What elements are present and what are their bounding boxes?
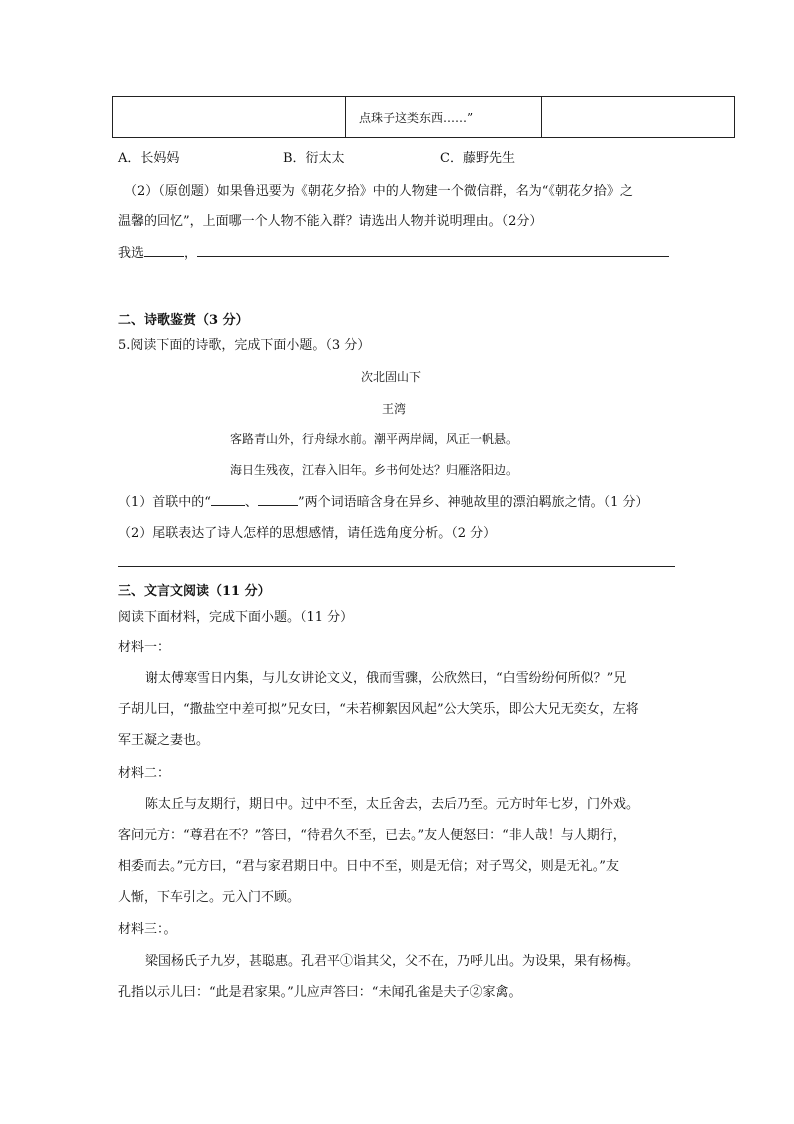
section2-heading: 二、诗歌鉴赏（3 分） <box>118 313 249 328</box>
answer-prefix: 我选 <box>118 246 145 261</box>
poem-title: 次北固山下 <box>361 370 422 384</box>
q5-sub2: （2）尾联表达了诗人怎样的思想感情，请任选角度分析。（2 分） <box>118 526 497 541</box>
q5-sub1-prefix: （1）首联中的“ <box>118 495 211 510</box>
material-2-line-4: 人惭，下车引之。元入门不顾。 <box>118 890 301 905</box>
poem-author: 王湾 <box>382 402 407 416</box>
q4-sub2-line1: （2）（原创题）如果鲁迅要为《朝花夕拾》中的人物建一个微信群，名为“《朝花夕拾》之 <box>124 184 633 199</box>
q5-sub1 <box>118 491 649 510</box>
poem-line-2: 海日生残夜，江春入旧年。乡书何处达？归雁洛阳边。 <box>230 463 519 477</box>
table-divider <box>345 97 346 137</box>
q4-sub2-line2: 温馨的回忆”，上面哪一个人物不能入群？请选出人物并说明理由。（2分） <box>118 214 543 229</box>
option-a: A．长妈妈 <box>118 151 180 166</box>
material-1-line-1: 谢太傅寒雪日内集，与儿女讲论文义，俄而雪骤，公欣然曰，“白雪纷纷何所似？”兄 <box>145 671 627 686</box>
answer-line <box>118 242 669 261</box>
q5-prompt: 5.阅读下面的诗歌，完成下面小题。（3 分） <box>118 338 371 353</box>
material-3-line-2: 孔指以示儿曰：“此是君家果。”儿应声答曰：“未闻孔雀是夫子②家禽。 <box>118 985 522 1000</box>
poem-line-1: 客路青山外，行舟绿水前。潮平两岸阔，风正一帆悬。 <box>230 432 519 446</box>
choice-blank[interactable] <box>144 242 184 257</box>
material-2-line-1: 陈太丘与友期行，期日中。过中不至，太丘舍去，去后乃至。元方时年七岁，门外戏。 <box>145 797 640 812</box>
material-1-line-2: 子胡儿曰，“撒盐空中差可拟”兄女曰，“未若柳絮因风起”公大笑乐，即公大兄无奕女，左将 <box>118 702 639 717</box>
table-divider <box>541 97 542 137</box>
material-2-line-3: 相委而去。”元方曰，“君与家君期日中。日中不至，则是无信；对子骂父，则是无礼。”友 <box>118 859 619 874</box>
material-1-line-3: 军王凝之妻也。 <box>118 733 210 748</box>
option-c: C．藤野先生 <box>440 151 515 166</box>
answer-rule <box>118 566 675 567</box>
word-blank-1[interactable] <box>211 491 245 506</box>
q5-sub1-suffix: ”两个词语暗含身在异乡、神驰故里的漂泊羁旅之情。（1 分） <box>297 495 649 510</box>
word-blank-2[interactable] <box>258 491 298 506</box>
option-b: B．衍太太 <box>283 151 345 166</box>
section3-prompt: 阅读下面材料，完成下面小题。（11 分） <box>118 610 354 625</box>
material-1-label: 材料一： <box>118 640 171 655</box>
table-fragment <box>112 96 735 138</box>
section3-heading: 三、文言文阅读（11 分） <box>118 584 271 599</box>
material-2-line-2: 客问元方：“尊君在不？”答曰，“待君久不至，已去。”友人便怒曰：“非人哉！与人期行， <box>118 828 626 843</box>
reason-blank[interactable] <box>197 242 669 257</box>
table-cell-text: 点珠子这类东西……” <box>359 111 474 125</box>
q5-sub1-sep: 、 <box>244 495 258 510</box>
answer-comma: ， <box>184 246 198 261</box>
material-2-label: 材料二： <box>118 766 171 781</box>
material-3-label: 材料三：。 <box>118 922 177 937</box>
material-3-line-1: 梁国杨氏子九岁，甚聪惠。孔君平①诣其父，父不在，乃呼儿出。为设果，果有杨梅。 <box>145 954 640 969</box>
